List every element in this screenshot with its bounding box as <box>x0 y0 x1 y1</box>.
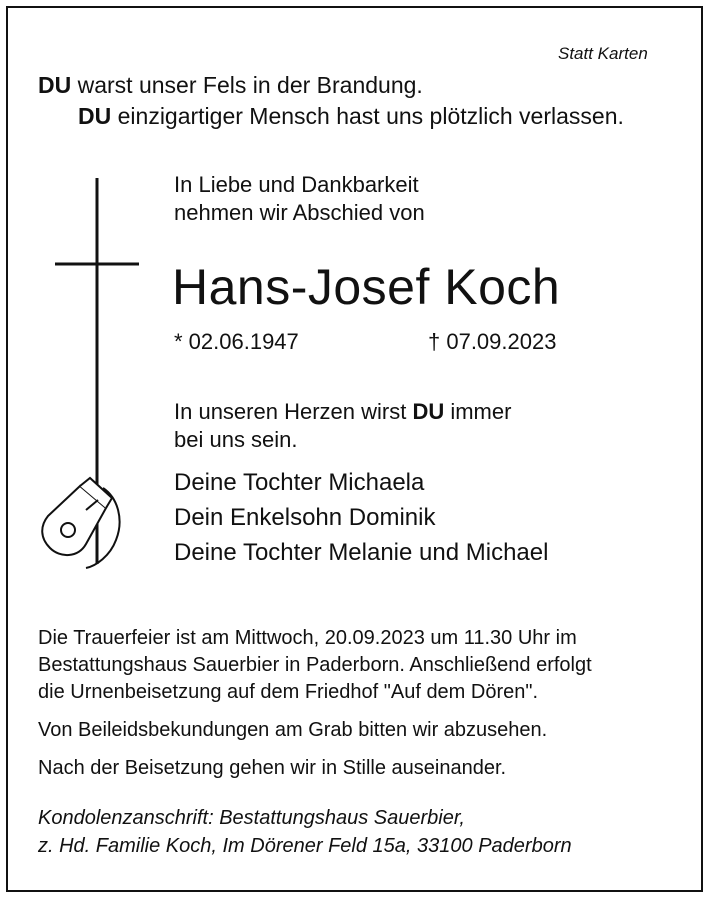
info-line: die Urnenbeisetzung auf dem Friedhof "Auf dem Dören". <box>38 681 539 703</box>
family-member: Dein Enkelsohn Dominik <box>174 504 436 531</box>
family-member: Deine Tochter Michaela <box>174 469 425 496</box>
intro-du-2: DU <box>78 103 112 129</box>
info-line: Von Beileidsbekundungen am Grab bitten wir abzusehen. <box>38 719 548 741</box>
info-line: Nach der Beisetzung gehen wir in Stille auseinander. <box>38 757 507 779</box>
whistle-icon <box>42 478 119 568</box>
statt-karten-note: Statt Karten <box>558 44 648 63</box>
intro-line-2 <box>78 103 624 130</box>
intro-line-2-text: einzigartiger Mensch hast uns plötzlich verlassen. <box>111 103 624 129</box>
family-member: Deine Tochter Melanie und Michael <box>174 539 549 566</box>
info-line: Bestattungshaus Sauerbier in Paderborn. Anschließend erfolgt <box>38 654 592 676</box>
lead-line-1: In Liebe und Dankbarkeit <box>174 172 419 197</box>
heart-line-1 <box>174 399 511 425</box>
lead-line-2: nehmen wir Abschied von <box>174 200 425 225</box>
heart-du: DU <box>412 399 445 424</box>
intro-du-1: DU <box>38 72 72 98</box>
death-date: † 07.09.2023 <box>428 329 557 354</box>
intro-line-1-text: warst unser Fels in der Brandung. <box>71 72 423 98</box>
birth-date: * 02.06.1947 <box>174 329 299 354</box>
intro-line-1 <box>38 72 423 99</box>
heart-line-1-pre: In unseren Herzen wirst <box>174 399 413 424</box>
condolence-line-2: z. Hd. Familie Koch, Im Dörener Feld 15a, 33100 Paderborn <box>38 835 572 857</box>
condolence-line-1: Kondolenzanschrift: Bestattungshaus Sauerbier, <box>38 807 465 829</box>
info-line: Die Trauerfeier ist am Mittwoch, 20.09.2023 um 11.30 Uhr im <box>38 627 577 649</box>
heart-line-2: bei uns sein. <box>174 427 298 452</box>
heart-line-1-post: immer <box>444 399 512 424</box>
deceased-name: Hans-Josef Koch <box>172 259 561 315</box>
